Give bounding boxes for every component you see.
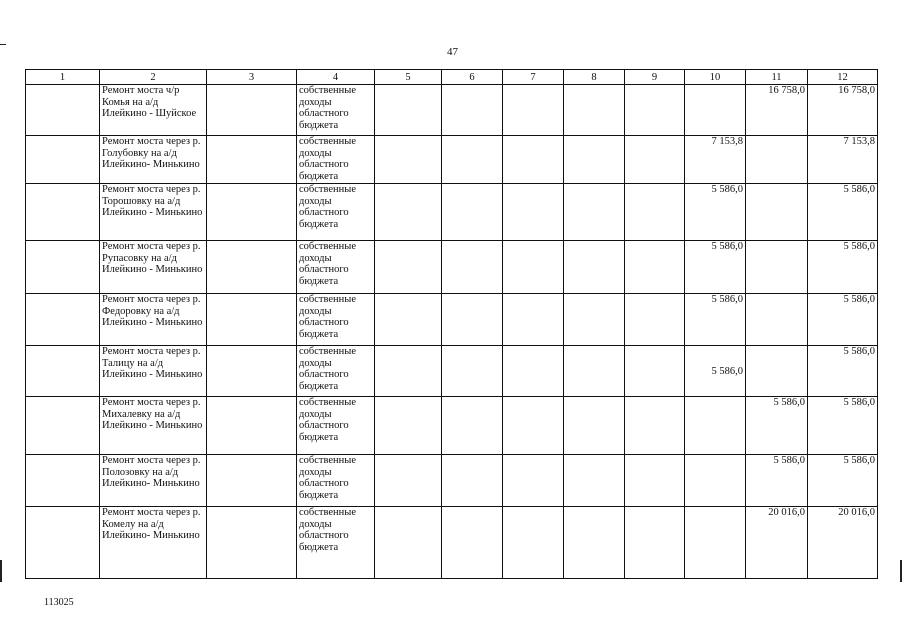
table-cell [503, 455, 564, 507]
amount-cell-total: 5 586,0 [808, 455, 878, 507]
table-cell [564, 346, 625, 397]
table-cell [26, 455, 100, 507]
table-cell [26, 346, 100, 397]
table-cell [442, 136, 503, 184]
table-cell [442, 346, 503, 397]
scan-edge-mark [0, 44, 6, 45]
table-cell [442, 294, 503, 346]
amount-cell-col11: 5 586,0 [746, 455, 808, 507]
scan-edge-mark [0, 560, 2, 582]
table-cell [564, 241, 625, 294]
table-cell [375, 241, 442, 294]
column-header: 7 [503, 70, 564, 85]
table-cell [26, 241, 100, 294]
table-cell [26, 294, 100, 346]
amount-cell-total: 5 586,0 [808, 294, 878, 346]
table-cell [375, 184, 442, 241]
table-cell [503, 507, 564, 579]
table-row [26, 346, 878, 397]
table-cell [564, 294, 625, 346]
table-cell [26, 397, 100, 455]
amount-cell-col10: 5 586,0 [685, 184, 746, 241]
table-cell [207, 85, 297, 136]
table-cell [564, 455, 625, 507]
amount-cell-col11: 16 758,0 [746, 85, 808, 136]
table-cell [207, 346, 297, 397]
amount-cell-col11 [746, 241, 808, 294]
table-cell [564, 184, 625, 241]
table-cell [503, 346, 564, 397]
column-header: 11 [746, 70, 808, 85]
amount-cell-col10 [685, 397, 746, 455]
table-cell [503, 294, 564, 346]
amount-cell-col10 [685, 85, 746, 136]
column-header: 3 [207, 70, 297, 85]
column-header: 9 [625, 70, 685, 85]
column-header: 6 [442, 70, 503, 85]
funding-source-cell: собственные доходы областного бюджета [297, 294, 375, 346]
table-row [26, 136, 878, 184]
column-header: 2 [100, 70, 207, 85]
table-cell [503, 85, 564, 136]
work-description-cell: Ремонт моста через р. Талицу на а/д Илейкино - Минькино [100, 346, 207, 397]
table-cell [625, 241, 685, 294]
table-cell [564, 136, 625, 184]
table-cell [625, 397, 685, 455]
table-cell [207, 455, 297, 507]
column-header: 10 [685, 70, 746, 85]
table-cell [26, 85, 100, 136]
budget-table [25, 69, 878, 579]
table-cell [503, 397, 564, 455]
amount-cell-col11: 20 016,0 [746, 507, 808, 579]
amount-cell-total: 5 586,0 [808, 241, 878, 294]
table-row [26, 294, 878, 346]
column-header: 5 [375, 70, 442, 85]
table-row [26, 455, 878, 507]
table-cell [625, 85, 685, 136]
amount-cell-total: 5 586,0 [808, 184, 878, 241]
table-cell [26, 184, 100, 241]
table-cell [442, 184, 503, 241]
table-cell [442, 241, 503, 294]
column-header: 12 [808, 70, 878, 85]
work-description-cell: Ремонт моста через р. Рупасовку на а/д Илейкино - Минькино [100, 241, 207, 294]
page-number: 47 [447, 46, 458, 58]
table-row [26, 397, 878, 455]
column-number-header-row [26, 70, 878, 85]
amount-cell-total: 5 586,0 [808, 397, 878, 455]
table-cell [207, 507, 297, 579]
table-cell [503, 136, 564, 184]
table-row [26, 85, 878, 136]
table-cell [564, 507, 625, 579]
column-header: 8 [564, 70, 625, 85]
amount-cell-col10: 5 586,0 [685, 241, 746, 294]
work-description-cell: Ремонт моста через р. Михалевку на а/д Илейкино - Минькино [100, 397, 207, 455]
amount-cell-col11 [746, 136, 808, 184]
table-cell [442, 507, 503, 579]
column-header: 1 [26, 70, 100, 85]
table-cell [442, 455, 503, 507]
table-cell [375, 136, 442, 184]
funding-source-cell: собственные доходы областного бюджета [297, 507, 375, 579]
funding-source-cell: собственные доходы областного бюджета [297, 455, 375, 507]
table-cell [564, 397, 625, 455]
work-description-cell: Ремонт моста через р. Полозовку на а/д Илейкино- Минькино [100, 455, 207, 507]
table-cell [625, 184, 685, 241]
table-cell [375, 397, 442, 455]
table-cell [207, 397, 297, 455]
amount-cell-col10 [685, 455, 746, 507]
work-description-cell: Ремонт моста через р. Федоровку на а/д Илейкино - Минькино [100, 294, 207, 346]
table-cell [207, 241, 297, 294]
amount-cell-total: 5 586,0 [808, 346, 878, 397]
table-cell [26, 507, 100, 579]
funding-source-cell: собственные доходы областного бюджета [297, 184, 375, 241]
table-cell [207, 136, 297, 184]
amount-cell-col11 [746, 346, 808, 397]
amount-cell-col10: 7 153,8 [685, 136, 746, 184]
column-header: 4 [297, 70, 375, 85]
funding-source-cell: собственные доходы областного бюджета [297, 346, 375, 397]
work-description-cell: Ремонт моста через р. Голубовку на а/д Илейкино- Минькино [100, 136, 207, 184]
work-description-cell: Ремонт моста через р. Торошовку на а/д Илейкино - Минькино [100, 184, 207, 241]
scan-edge-mark [900, 560, 902, 582]
table-cell [26, 136, 100, 184]
table-cell [625, 294, 685, 346]
work-description-cell: Ремонт моста через р. Комелу на а/д Илейкино- Минькино [100, 507, 207, 579]
amount-cell-col11 [746, 294, 808, 346]
table-cell [625, 136, 685, 184]
funding-source-cell: собственные доходы областного бюджета [297, 241, 375, 294]
table-cell [564, 85, 625, 136]
table-cell [375, 294, 442, 346]
table-cell [503, 241, 564, 294]
table-cell [442, 85, 503, 136]
table-cell [207, 294, 297, 346]
amount-cell-col11 [746, 184, 808, 241]
funding-source-cell: собственные доходы областного бюджета [297, 397, 375, 455]
table-cell [442, 397, 503, 455]
table-cell [207, 184, 297, 241]
funding-source-cell: собственные доходы областного бюджета [297, 136, 375, 184]
table-cell [625, 455, 685, 507]
amount-cell-col11: 5 586,0 [746, 397, 808, 455]
document-code: 113025 [44, 597, 74, 608]
table-cell [375, 346, 442, 397]
amount-cell-col10: 5 586,0 [685, 294, 746, 346]
table-row [26, 184, 878, 241]
amount-cell-col10 [685, 507, 746, 579]
amount-cell-total: 16 758,0 [808, 85, 878, 136]
amount-cell-total: 7 153,8 [808, 136, 878, 184]
amount-cell-total: 20 016,0 [808, 507, 878, 579]
table-cell [625, 346, 685, 397]
table-row [26, 507, 878, 579]
table-cell [625, 507, 685, 579]
funding-source-cell: собственные доходы областного бюджета [297, 85, 375, 136]
work-description-cell: Ремонт моста ч/р Комья на а/д Илейкино - Шуйское [100, 85, 207, 136]
table-cell [503, 184, 564, 241]
table-cell [375, 85, 442, 136]
table-cell [375, 507, 442, 579]
table-row [26, 241, 878, 294]
table-cell [375, 455, 442, 507]
amount-cell-col10: 5 586,0 [685, 346, 746, 397]
